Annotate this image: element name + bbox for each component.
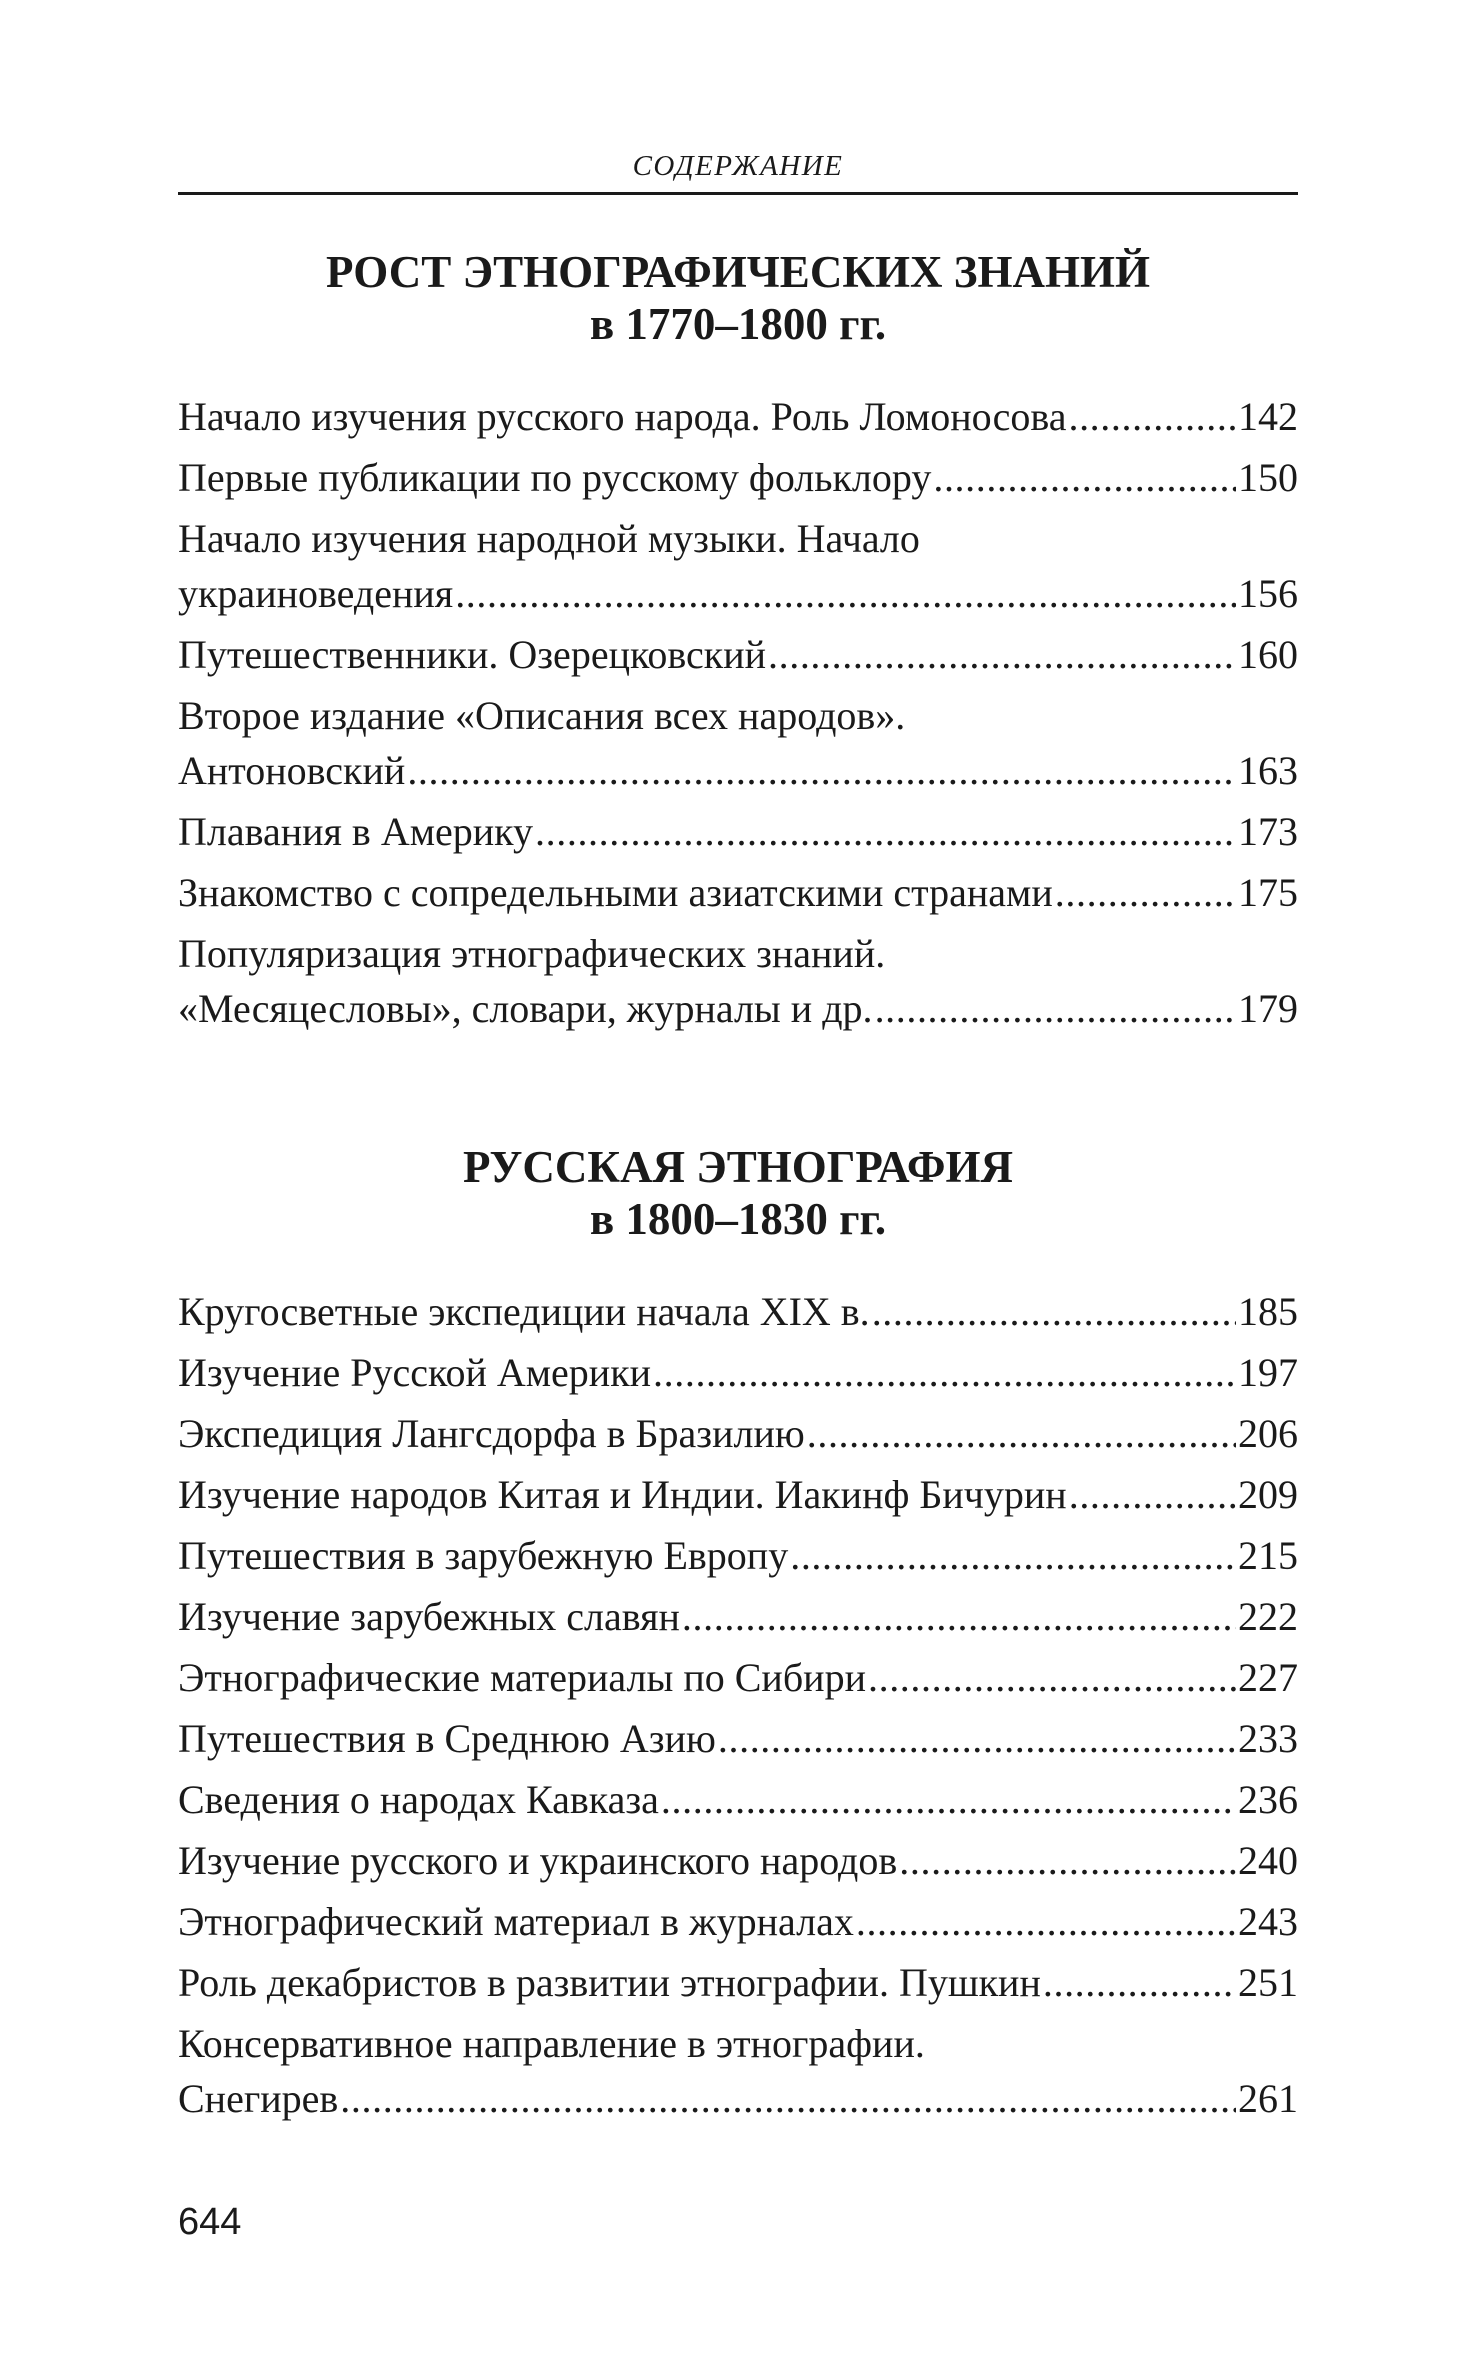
toc-entry-line — [178, 1711, 1298, 1766]
toc-entry-line — [178, 1284, 1298, 1339]
dot-leader — [933, 450, 1236, 505]
toc-entry-page-number: 156 — [1238, 571, 1298, 616]
toc-entry-title: Путешествия в Среднюю Азию — [178, 1716, 716, 1761]
toc-entry[interactable] — [178, 1406, 1298, 1461]
toc-entry-line — [178, 1894, 1298, 1949]
dot-leader — [653, 1345, 1236, 1400]
toc-entry-page-number: 227 — [1238, 1655, 1298, 1700]
toc-entry-title: Сведения о народах Кавказа — [178, 1777, 659, 1822]
toc-entry-page-number: 185 — [1238, 1289, 1298, 1334]
toc-entry-page-number: 150 — [1238, 455, 1298, 500]
toc-entry[interactable] — [178, 2016, 1298, 2126]
toc-entry-page-number: 163 — [1238, 748, 1298, 793]
toc-entry[interactable] — [178, 1772, 1298, 1827]
toc-entry-title: Изучение русского и украинского народов — [178, 1838, 898, 1883]
toc-section-1 — [178, 246, 1298, 1036]
toc-entry-page-number: 160 — [1238, 632, 1298, 677]
toc-entry[interactable] — [178, 1284, 1298, 1339]
toc-entry[interactable] — [178, 926, 1298, 1036]
toc-entry[interactable] — [178, 804, 1298, 859]
dot-leader — [661, 1772, 1236, 1827]
toc-entry-list — [178, 1284, 1298, 2126]
dot-leader — [790, 1528, 1236, 1583]
section-title-line1: РУССКАЯ ЭТНОГРАФИЯ — [463, 1142, 1013, 1192]
toc-entry-line — [178, 865, 1298, 920]
toc-entry-title: Изучение зарубежных славян — [178, 1594, 680, 1639]
toc-entry[interactable] — [178, 450, 1298, 505]
toc-entry-title-first-line: Консервативное направление в этнографии. — [178, 2021, 925, 2066]
running-head: СОДЕРЖАНИЕ — [632, 150, 844, 182]
toc-entry-page-number: 261 — [1238, 2076, 1298, 2121]
toc-entry-line — [178, 804, 1298, 859]
toc-entry-page-number: 175 — [1238, 870, 1298, 915]
toc-entry-line — [178, 1833, 1298, 1888]
toc-entry-title: Этнографические материалы по Сибири — [178, 1655, 866, 1700]
toc-entry-title: Антоновский — [178, 748, 406, 793]
toc-entry-title: Снегирев — [178, 2076, 339, 2121]
toc-entry[interactable] — [178, 1711, 1298, 1766]
dot-leader — [875, 981, 1236, 1036]
toc-entry-title: Изучение Русской Америки — [178, 1350, 652, 1395]
toc-entry[interactable] — [178, 511, 1298, 621]
toc-entry-title: украиноведения — [178, 571, 454, 616]
toc-entry-line — [178, 1345, 1298, 1400]
dot-leader — [682, 1589, 1236, 1644]
toc-section-2 — [178, 1141, 1298, 2126]
toc-entry-title-first-line: Популяризация этнографических знаний. — [178, 931, 886, 976]
toc-entry-page-number: 240 — [1238, 1838, 1298, 1883]
toc-entry-page-number: 251 — [1238, 1960, 1298, 2005]
dot-leader — [768, 627, 1236, 682]
toc-entry-line — [178, 1650, 1298, 1705]
toc-entry-line — [178, 981, 1298, 1036]
toc-entry-page-number: 215 — [1238, 1533, 1298, 1578]
toc-entry-page-number: 236 — [1238, 1777, 1298, 1822]
dot-leader — [1043, 1955, 1236, 2010]
dot-leader — [899, 1833, 1236, 1888]
toc-entry-line — [178, 743, 1298, 798]
toc-entry-line — [178, 1589, 1298, 1644]
dot-leader — [535, 804, 1236, 859]
toc-entry-line — [178, 627, 1298, 682]
dot-leader — [340, 2071, 1236, 2126]
dot-leader — [718, 1711, 1236, 1766]
toc-entry-line — [178, 2071, 1298, 2126]
toc-entry[interactable] — [178, 1467, 1298, 1522]
toc-entry-title-first-line: Начало изучения народной музыки. Начало — [178, 516, 920, 561]
toc-entry-line — [178, 389, 1298, 444]
toc-entry-title-first-line: Второе издание «Описания всех народов». — [178, 693, 906, 738]
toc-entry[interactable] — [178, 688, 1298, 798]
dot-leader — [1069, 1467, 1236, 1522]
toc-page — [178, 148, 1298, 2132]
toc-entry[interactable] — [178, 1833, 1298, 1888]
page-number: 644 — [178, 2201, 242, 2243]
toc-entry-title: Кругосветные экспедиции начала XIX в. — [178, 1289, 870, 1334]
toc-entry[interactable] — [178, 1345, 1298, 1400]
toc-entry[interactable] — [178, 389, 1298, 444]
dot-leader — [856, 1894, 1236, 1949]
toc-entry[interactable] — [178, 1894, 1298, 1949]
toc-entry-page-number: 209 — [1238, 1472, 1298, 1517]
toc-entry-page-number: 243 — [1238, 1899, 1298, 1944]
toc-entry-line — [178, 1406, 1298, 1461]
section-title — [178, 1141, 1298, 1245]
toc-entry-page-number: 179 — [1238, 986, 1298, 1031]
toc-entry-line — [178, 1467, 1298, 1522]
toc-entry-title: Начало изучения русского народа. Роль Ломоносова — [178, 394, 1067, 439]
toc-entry-page-number: 197 — [1238, 1350, 1298, 1395]
toc-entry-title: Изучение народов Китая и Индии. Иакинф Бичурин — [178, 1472, 1067, 1517]
toc-entry-page-number: 206 — [1238, 1411, 1298, 1456]
dot-leader — [872, 1284, 1236, 1339]
toc-entry-page-number: 142 — [1238, 394, 1298, 439]
toc-entry[interactable] — [178, 627, 1298, 682]
toc-entry-line — [178, 1955, 1298, 2010]
section-title-line2: в 1770–1800 гг. — [589, 299, 887, 349]
toc-entry[interactable] — [178, 1589, 1298, 1644]
toc-entry[interactable] — [178, 1955, 1298, 2010]
dot-leader — [407, 743, 1236, 798]
toc-entry-title: Знакомство с сопредельными азиатскими странами — [178, 870, 1053, 915]
toc-entry-title: Экспедиция Лангсдорфа в Бразилию — [178, 1411, 805, 1456]
toc-entry-page-number: 233 — [1238, 1716, 1298, 1761]
section-title — [178, 246, 1298, 350]
dot-leader — [868, 1650, 1236, 1705]
toc-entry-page-number: 173 — [1238, 809, 1298, 854]
toc-entry-title: Первые публикации по русскому фольклору — [178, 455, 932, 500]
toc-entry[interactable] — [178, 1650, 1298, 1705]
dot-leader — [1068, 389, 1236, 444]
dot-leader — [1055, 865, 1236, 920]
toc-entry[interactable] — [178, 1528, 1298, 1583]
toc-entry-title: Путешествия в зарубежную Европу — [178, 1533, 789, 1578]
toc-entry-title: Плавания в Америку — [178, 809, 534, 854]
toc-entry-title: «Месяцесловы», словари, журналы и др. — [178, 986, 873, 1031]
section-title-line2: в 1800–1830 гг. — [589, 1194, 887, 1244]
toc-entry-list — [178, 389, 1298, 1036]
section-title-line1: РОСТ ЭТНОГРАФИЧЕСКИХ ЗНАНИЙ — [326, 247, 1150, 297]
toc-entry-line — [178, 1772, 1298, 1827]
toc-entry[interactable] — [178, 865, 1298, 920]
toc-entry-line — [178, 566, 1298, 621]
toc-entry-line — [178, 1528, 1298, 1583]
header-rule — [178, 192, 1298, 195]
toc-entry-title: Путешественники. Озерецковский — [178, 632, 767, 677]
toc-entry-title: Роль декабристов в развитии этнографии. Пушкин — [178, 1960, 1041, 2005]
toc-entry-line — [178, 450, 1298, 505]
toc-entry-title: Этнографический материал в журналах — [178, 1899, 854, 1944]
dot-leader — [807, 1406, 1236, 1461]
dot-leader — [455, 566, 1236, 621]
toc-entry-page-number: 222 — [1238, 1594, 1298, 1639]
